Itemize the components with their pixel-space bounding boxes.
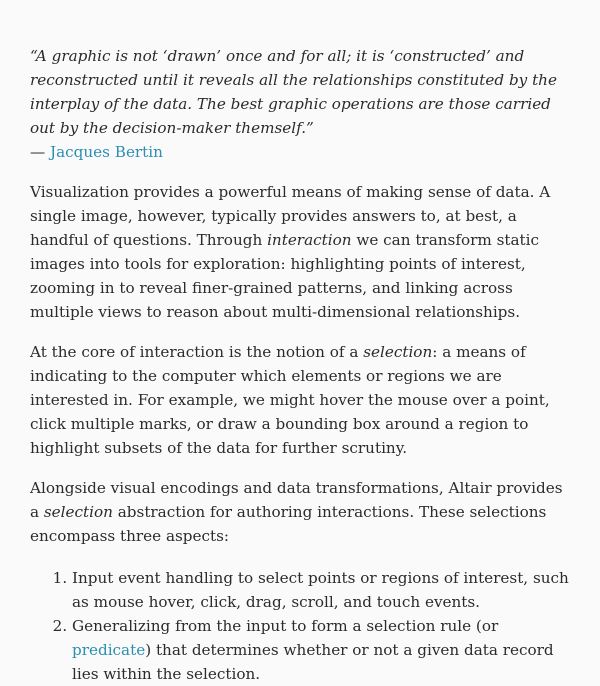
list-item (72, 614, 572, 683)
altair-paragraph (30, 476, 572, 548)
altair-text-1: Alongside visual encodings and data transformations, Altair provides a (30, 479, 563, 521)
jacques-bertin-link[interactable]: Jacques Bertin (50, 143, 163, 161)
bertin-quote (30, 44, 572, 140)
list-item-text: Generalizing from the input to form a selection rule (or (72, 617, 499, 635)
quote-attribution (30, 140, 572, 164)
list-item (72, 566, 572, 614)
intro-text-1: Visualization provides a powerful means of making sense of data. A single image, however, typically provides answers to, at best, a handful of questions. Through (30, 183, 551, 249)
selection-emphasis: selection (363, 343, 433, 361)
attribution-dash: — (30, 143, 51, 161)
intro-paragraph (30, 180, 572, 324)
selection-text-1: At the core of interaction is the notion of a (30, 343, 364, 361)
list-item-text: Input event handling to select points or regions of interest, such as mouse hover, click, drag, scroll, and touch events. (72, 569, 569, 611)
predicate-link[interactable]: predicate (72, 641, 146, 659)
aspects-list (30, 566, 572, 683)
selection-paragraph (30, 340, 572, 460)
selection-emphasis-2: selection (43, 503, 113, 521)
altair-text-2: abstraction for authoring interactions. These selections encompass three aspects: (30, 503, 547, 545)
interaction-emphasis: interaction (267, 231, 352, 249)
quote-text: “A graphic is not ‘drawn’ once and for all; it is ‘constructed’ and reconstructed until it reveals all the relationships constituted by the interplay of the data. The best graphic operations are those carried out by the decision-maker themself.” (30, 47, 557, 137)
list-item-text-tail: ) that determines whether or not a given data record lies within the selection. (72, 641, 554, 683)
intro-text-2: we can transform static images into tools for exploration: highlighting points of interest, zooming in to reveal finer-grained patterns, and linking across multiple views to reason about multi-dimensional relationships. (30, 231, 539, 321)
article-body (30, 44, 572, 683)
selection-text-2: : a means of indicating to the computer which elements or regions we are interested in. For example, we might hover the mouse over a point, click multiple marks, or draw a bounding box around a region to highlight subsets of the data for further scrutiny. (30, 343, 550, 457)
